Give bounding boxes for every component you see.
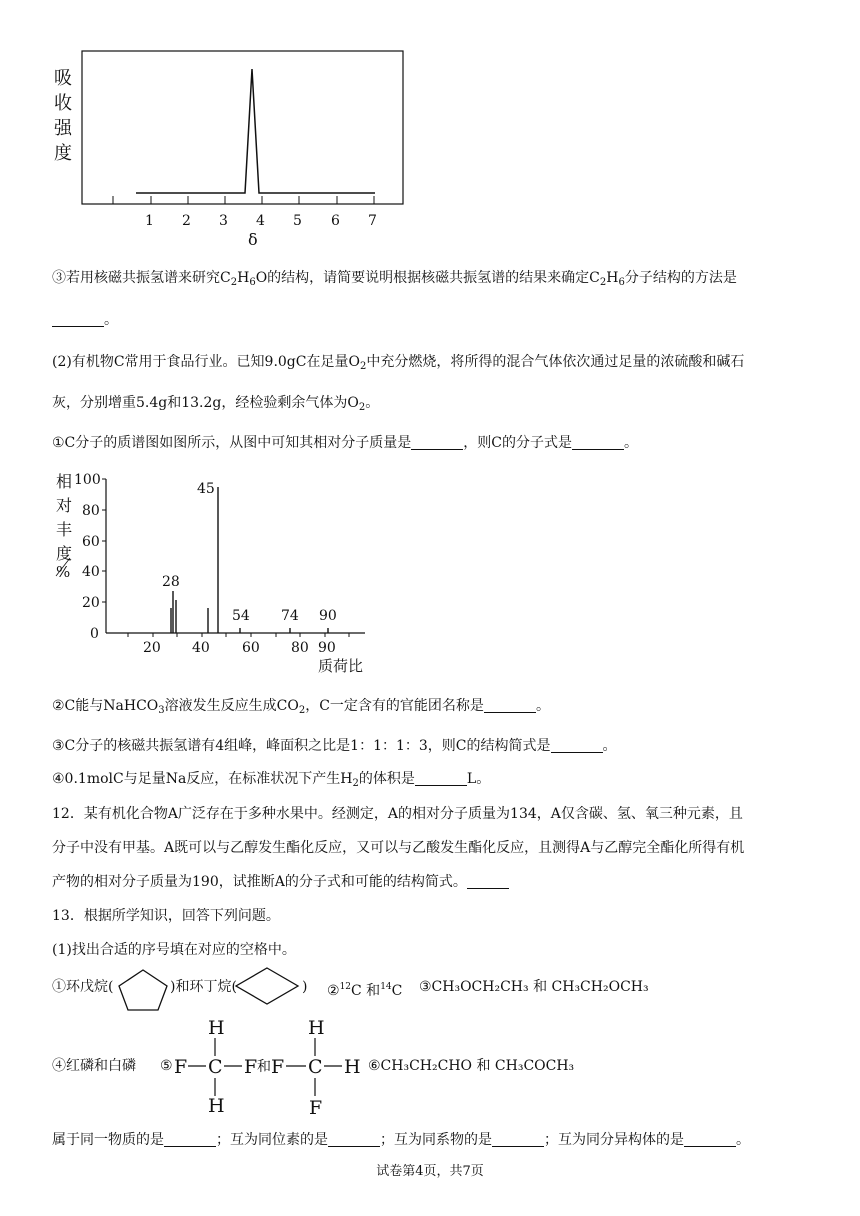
and-word: 和 [257,1059,271,1075]
option-4 [52,1056,136,1076]
text-run: ，C一定含有的官能团名称是 [305,698,484,714]
answer-blank[interactable] [467,874,509,889]
cyclobutane-structure [234,966,300,1006]
ms-peak-label-90: 90 [319,608,337,624]
ms-ytick-label: 20 [82,595,100,611]
q2-1-question [52,433,638,453]
ms-ylabel-1: 相 [56,472,73,491]
nmr-ylabel-4: 度 [54,143,72,164]
superscript: 14 [380,982,392,992]
text-run: 13．根据所学知识，回答下列问题。 [52,908,280,924]
text-run: ②C能与NaHCO [52,698,159,714]
ms-xtick-label: 80 [291,640,309,656]
ms-ylabel-5: % [56,563,71,581]
atom-h: H [344,1056,361,1078]
answer-blank[interactable] [415,771,467,786]
text-run: )和环丁烷( [170,979,237,995]
text-run: ；互为同位素的是 [216,1132,328,1148]
atom-c: C [308,1056,323,1078]
text-run: ) [302,979,308,995]
text-run: 中充分燃烧，将所得的混合气体依次通过足量的浓硫酸和碱石 [366,354,745,370]
answer-blank[interactable] [411,435,463,450]
text-run: ③C分子的核磁共振氢谱有4组峰，峰面积之比是1：1：1：3，则C的结构简式是 [52,738,551,754]
text-run: 属于同一物质的是 [52,1132,164,1148]
text-run: 的体积是 [358,771,415,787]
page-footer [0,1160,860,1179]
atom-f: F [244,1056,258,1078]
text-run: 。 [602,738,617,754]
ms-ytick-label: 100 [74,472,101,488]
q13-title [52,906,280,926]
text-run: 。 [535,698,550,714]
page-number: 试卷第4页，共7页 [376,1164,484,1179]
text-run: 溶液发生反应生成CO [164,698,299,714]
option-1-text-b [170,977,237,997]
difluoromethane-structures [170,1010,370,1122]
ms-ylabel-2: 对 [56,496,73,515]
ms-ytick-label: 0 [90,626,99,642]
text-run: H [606,270,619,286]
q2-2-question [52,696,550,721]
ms-ylabel-3: 丰 [56,520,73,539]
answer-blank[interactable] [572,435,624,450]
nmr-tick-label-5: 5 [293,213,302,229]
ms-xtick-label: 60 [242,640,260,656]
answer-blank[interactable] [484,698,536,713]
text-run: ①C分子的质谱图如图所示，从图中可知其相对分子质量是 [52,435,412,451]
nmr-x-ticks [113,196,374,204]
answer-blank-homologs[interactable] [492,1132,544,1147]
cyclopentane-structure [116,967,170,1013]
text-run: 分子结构的方法是 [624,270,737,286]
ms-xtick-label: 20 [143,640,161,656]
option-3 [419,977,649,997]
option-2 [327,977,402,1001]
text-run: 。 [736,1132,750,1148]
atom-f: F [271,1056,285,1078]
q12-line2 [52,838,744,858]
text-run: ⑤ [160,1058,173,1074]
nmr-tick-label-7: 7 [368,213,377,229]
ms-xlabel: 质荷比 [318,657,364,675]
text-run: ④0.1molC与足量Na反应，在标准状况下产生H [52,771,353,787]
text-run: (2)有机物C常用于食品行业。已知9.0gC在足量O [52,354,360,370]
ms-xtick-label: 40 [192,640,210,656]
rhombus-shape [236,968,298,1004]
nmr-xlabel: δ [248,230,258,249]
nmr-ylabel-3: 强 [54,118,72,139]
answer-blank-same-substance[interactable] [164,1132,216,1147]
subscript: 2 [298,705,306,716]
q2-4-question [52,769,490,794]
ms-ytick-label: 80 [82,503,100,519]
mass-spectrum-chart [50,465,380,677]
text-run: 灰，分别增重5.4g和13.2g，经检验剩余气体为O [52,395,359,411]
ms-xtick-label: 90 [318,640,336,656]
atom-h: H [208,1095,225,1117]
ms-peak-label-54: 54 [232,608,250,624]
nmr-ylabel-1: 吸 [54,68,72,89]
text-run: ；互为同系物的是 [380,1132,492,1148]
text-run: ③CH₃OCH₂CH₃ 和 CH₃CH₂OCH₃ [419,979,649,995]
text-run: 。 [104,312,118,328]
text-run: (1)找出合适的序号填在对应的空格中。 [52,942,296,958]
ms-peak-label-28: 28 [162,574,180,590]
atom-c: C [208,1056,223,1078]
atom-f: F [174,1056,188,1078]
subscript: 2 [599,277,607,288]
nmr-tick-label-2: 2 [182,213,191,229]
text-run: ② [327,983,340,999]
text-run: ①环戊烷( [52,979,114,995]
nmr-ylabel-2: 收 [54,93,72,114]
subscript: 2 [359,361,367,372]
q3-answer-line [52,310,118,330]
ms-ylabel-4: 度 [56,544,73,563]
q3-nmr-question [52,268,737,293]
ms-peak-label-74: 74 [281,608,299,624]
text-run: L。 [466,771,491,787]
option-1-text-a [52,977,113,997]
nmr-spectrum-line [136,69,375,193]
q12-line3 [52,872,509,892]
atom-h: H [208,1017,225,1039]
pentagon-shape [119,970,167,1010]
option-6 [368,1056,574,1076]
q13-answer-line [52,1130,750,1150]
text-run: 。 [365,395,380,411]
answer-blank[interactable] [551,738,603,753]
subscript: 2 [352,778,359,789]
q2-intro-line1 [52,352,744,377]
nmr-tick-label-1: 1 [145,213,154,229]
ms-peak-label-45: 45 [197,481,215,497]
subscript: 2 [358,402,366,413]
subscript: 6 [249,277,256,288]
answer-blank-isotopes[interactable] [328,1132,380,1147]
text-run: ⑥CH₃CH₂CHO 和 CH₃COCH₃ [368,1058,575,1074]
text-run: H [237,270,250,286]
q12-line1 [52,804,743,824]
nmr-spectrum-chart [40,48,410,253]
nmr-tick-label-3: 3 [219,213,228,229]
ms-ytick-label: 60 [82,534,100,550]
text-run: ，则C的分子式是 [463,435,572,451]
nmr-tick-label-6: 6 [331,213,340,229]
answer-blank-isomers[interactable] [684,1132,736,1147]
subscript: 3 [158,705,165,716]
text-run: O的结构，请简要说明根据核磁共振氢谱的结果来确定C [255,270,600,286]
atom-f: F [309,1097,323,1119]
ms-ytick-label: 40 [82,564,100,580]
text-run: 。 [623,435,638,451]
text-run: ；互为同分异构体的是 [544,1132,684,1148]
text-run: ③若用核磁共振氢谱来研究C [52,270,231,286]
atom-h: H [308,1017,325,1039]
superscript: 12 [339,982,352,992]
q13-sub1 [52,940,296,960]
subscript: 6 [618,277,625,288]
nmr-tick-label-4: 4 [256,213,265,229]
nmr-frame [82,51,403,204]
option-1-text-c [302,977,307,997]
q2-intro-line2 [52,393,379,418]
text-run: C 和 [351,983,381,999]
subscript: 2 [230,277,238,288]
text-run: ④红磷和白磷 [52,1058,136,1074]
text-run: 分子中没有甲基。A既可以与乙醇发生酯化反应，又可以与乙酸发生酯化反应，且测得A与乙醇完全酯化所得有机 [52,840,745,856]
answer-blank[interactable] [52,312,104,327]
text-run: C [391,983,403,999]
q2-3-question [52,736,617,756]
text-run: 产物的相对分子质量为190，试推断A的分子式和可能的结构简式。 [52,874,467,890]
text-run: 12．某有机化合物A广泛存在于多种水果中。经测定，A的相对分子质量为134，A仅含碳、氢、氧三种元素，且 [52,806,743,822]
